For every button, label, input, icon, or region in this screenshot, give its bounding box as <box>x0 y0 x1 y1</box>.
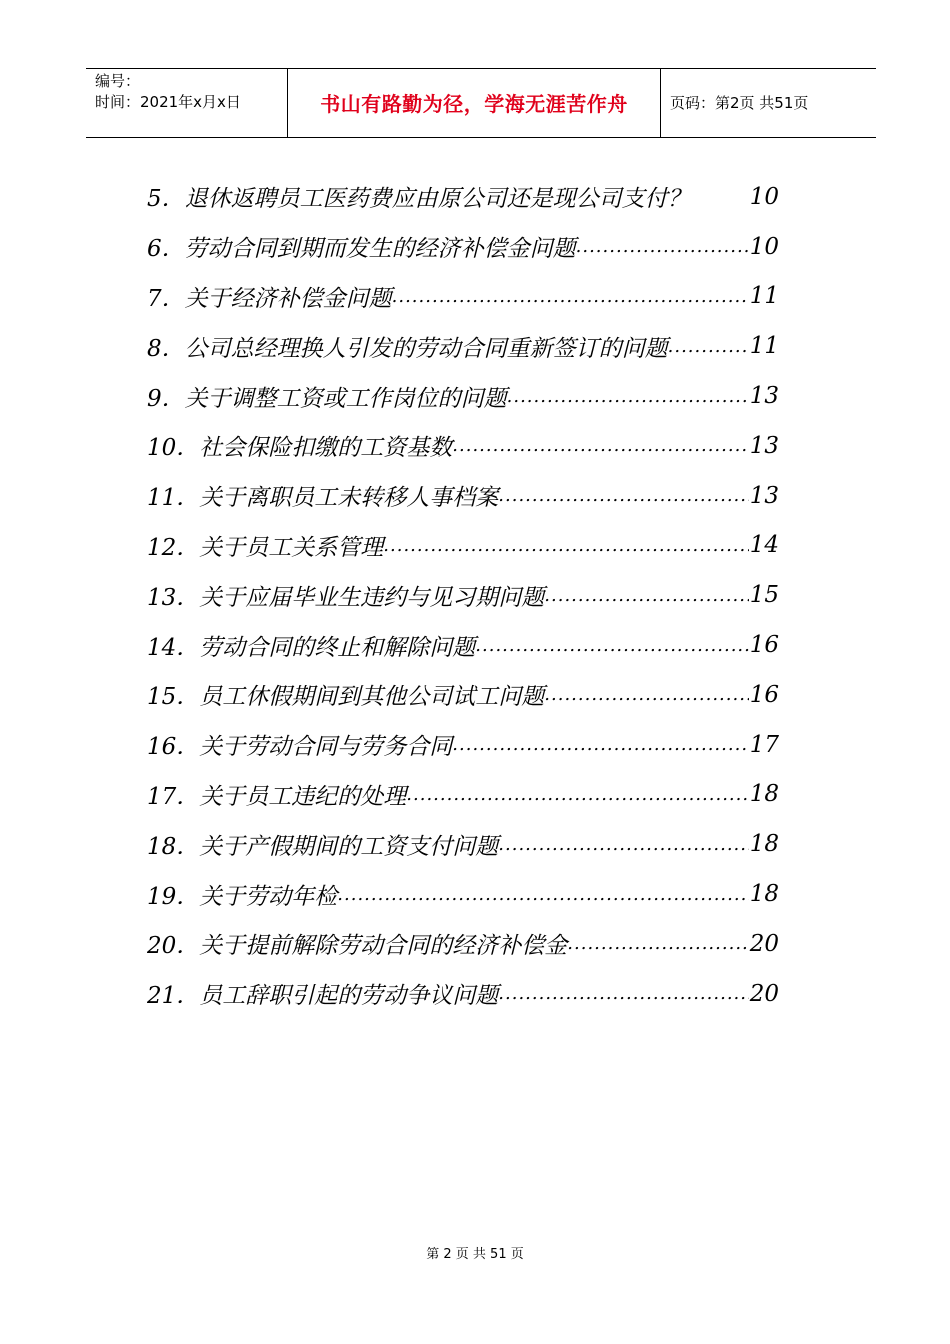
toc-dot-leader <box>392 286 749 307</box>
toc-entry-page: 20 <box>749 930 779 957</box>
toc-entry-page: 16 <box>749 681 779 708</box>
toc-entry-page: 17 <box>749 731 779 758</box>
toc-entry-number: 5． <box>147 186 185 213</box>
toc-entry-number: 16． <box>147 734 200 761</box>
document-number-label: 编号： <box>95 72 141 90</box>
toc-entry[interactable] <box>147 969 779 1019</box>
toc-entry[interactable] <box>147 570 779 620</box>
toc-entry-number: 13． <box>147 584 200 611</box>
motto-text: 书山有路勤为径，学海无涯苦作舟 <box>320 92 628 116</box>
toc-dot-leader <box>544 585 748 606</box>
toc-entry-title: 关于应届毕业生违约与见习期问题 <box>199 584 545 611</box>
toc-entry-number: 21． <box>147 983 200 1010</box>
toc-dot-leader <box>475 635 748 656</box>
toc-entry-number: 12． <box>147 534 200 561</box>
toc-dot-leader <box>567 933 748 954</box>
toc-entry-title: 关于调整工资或工作岗位的问题 <box>184 385 507 412</box>
toc-entry[interactable] <box>147 371 779 421</box>
toc-entry-number: 10． <box>147 435 200 462</box>
toc-dot-leader <box>452 435 748 456</box>
toc-entry-title: 关于离职员工未转移人事档案 <box>199 485 499 512</box>
toc-dot-leader <box>498 834 748 855</box>
header-meta-cell <box>86 69 288 137</box>
toc-entry[interactable] <box>147 919 779 969</box>
toc-entry-title: 员工辞职引起的劳动争议问题 <box>199 983 499 1010</box>
toc-dot-leader <box>668 336 749 357</box>
toc-entry-title: 关于员工关系管理 <box>199 534 384 561</box>
toc-entry-number: 7． <box>147 285 185 312</box>
toc-entry-page: 10 <box>749 183 779 210</box>
toc-entry-title: 员工休假期间到其他公司试工问题 <box>199 684 545 711</box>
toc-entry-number: 14． <box>147 634 200 661</box>
page-footer: 第 2 页 共 51 页 <box>426 1247 524 1262</box>
page-number-info: 页码：第2页 共51页 <box>670 94 809 112</box>
toc-entry-title: 公司总经理换人引发的劳动合同重新签订的问题 <box>184 335 668 362</box>
toc-entry-page: 13 <box>749 482 779 509</box>
toc-entry-page: 18 <box>749 881 779 908</box>
toc-entry-page: 15 <box>749 582 779 609</box>
toc-entry[interactable] <box>147 869 779 919</box>
table-of-contents <box>147 172 779 1019</box>
toc-entry-number: 6． <box>147 236 185 263</box>
toc-entry-number: 8． <box>147 335 185 362</box>
toc-entry-title: 关于劳动年检 <box>199 883 338 910</box>
toc-dot-leader <box>507 386 749 407</box>
toc-entry-page: 18 <box>749 781 779 808</box>
toc-entry[interactable] <box>147 222 779 272</box>
toc-dot-leader <box>452 734 748 755</box>
toc-entry[interactable] <box>147 172 779 222</box>
toc-entry-page: 10 <box>749 233 779 260</box>
toc-dot-leader <box>498 485 748 506</box>
header-page-cell <box>661 69 876 137</box>
toc-entry[interactable] <box>147 321 779 371</box>
toc-entry-page: 14 <box>749 532 779 559</box>
toc-entry-number: 9． <box>147 385 185 412</box>
toc-entry[interactable] <box>147 620 779 670</box>
toc-dot-leader <box>337 884 748 905</box>
document-time-label: 时间：2021年x月x日 <box>95 93 241 111</box>
toc-entry[interactable] <box>147 421 779 471</box>
toc-entry-title: 关于经济补偿金问题 <box>184 285 392 312</box>
toc-entry-number: 17． <box>147 783 200 810</box>
toc-entry-title: 关于提前解除劳动合同的经济补偿金 <box>199 933 568 960</box>
toc-dot-leader <box>544 684 748 705</box>
toc-entry-page: 20 <box>749 980 779 1007</box>
toc-entry[interactable] <box>147 521 779 571</box>
toc-entry-number: 15． <box>147 684 200 711</box>
toc-dot-leader <box>498 983 748 1004</box>
toc-entry-title: 关于产假期间的工资支付问题 <box>199 833 499 860</box>
toc-entry-page: 13 <box>749 432 779 459</box>
toc-entry[interactable] <box>147 819 779 869</box>
toc-entry[interactable] <box>147 770 779 820</box>
toc-dot-leader <box>406 784 748 805</box>
toc-dot-leader <box>383 535 748 556</box>
toc-entry-title: 劳动合同到期而发生的经济补偿金问题 <box>184 236 576 263</box>
toc-entry-page: 11 <box>749 333 779 360</box>
toc-entry[interactable] <box>147 471 779 521</box>
toc-entry-page: 11 <box>749 283 779 310</box>
toc-entry[interactable] <box>147 720 779 770</box>
toc-entry-page: 18 <box>749 831 779 858</box>
toc-dot-leader <box>576 236 749 257</box>
toc-entry-title: 退休返聘员工医药费应由原公司还是现公司支付？ <box>184 186 691 213</box>
toc-entry-number: 19． <box>147 883 200 910</box>
toc-entry-number: 20． <box>147 933 200 960</box>
toc-entry-page: 16 <box>749 632 779 659</box>
toc-entry[interactable] <box>147 272 779 322</box>
toc-entry-number: 18． <box>147 833 200 860</box>
toc-entry[interactable] <box>147 670 779 720</box>
toc-entry-title: 劳动合同的终止和解除问题 <box>199 634 476 661</box>
toc-entry-page: 13 <box>749 383 779 410</box>
page-header <box>86 68 876 138</box>
toc-entry-title: 关于劳动合同与劳务合同 <box>199 734 453 761</box>
toc-entry-title: 社会保险扣缴的工资基数 <box>199 435 453 462</box>
toc-entry-number: 11． <box>147 485 200 512</box>
toc-entry-title: 关于员工违纪的处理 <box>199 783 407 810</box>
header-motto-cell <box>288 69 661 137</box>
